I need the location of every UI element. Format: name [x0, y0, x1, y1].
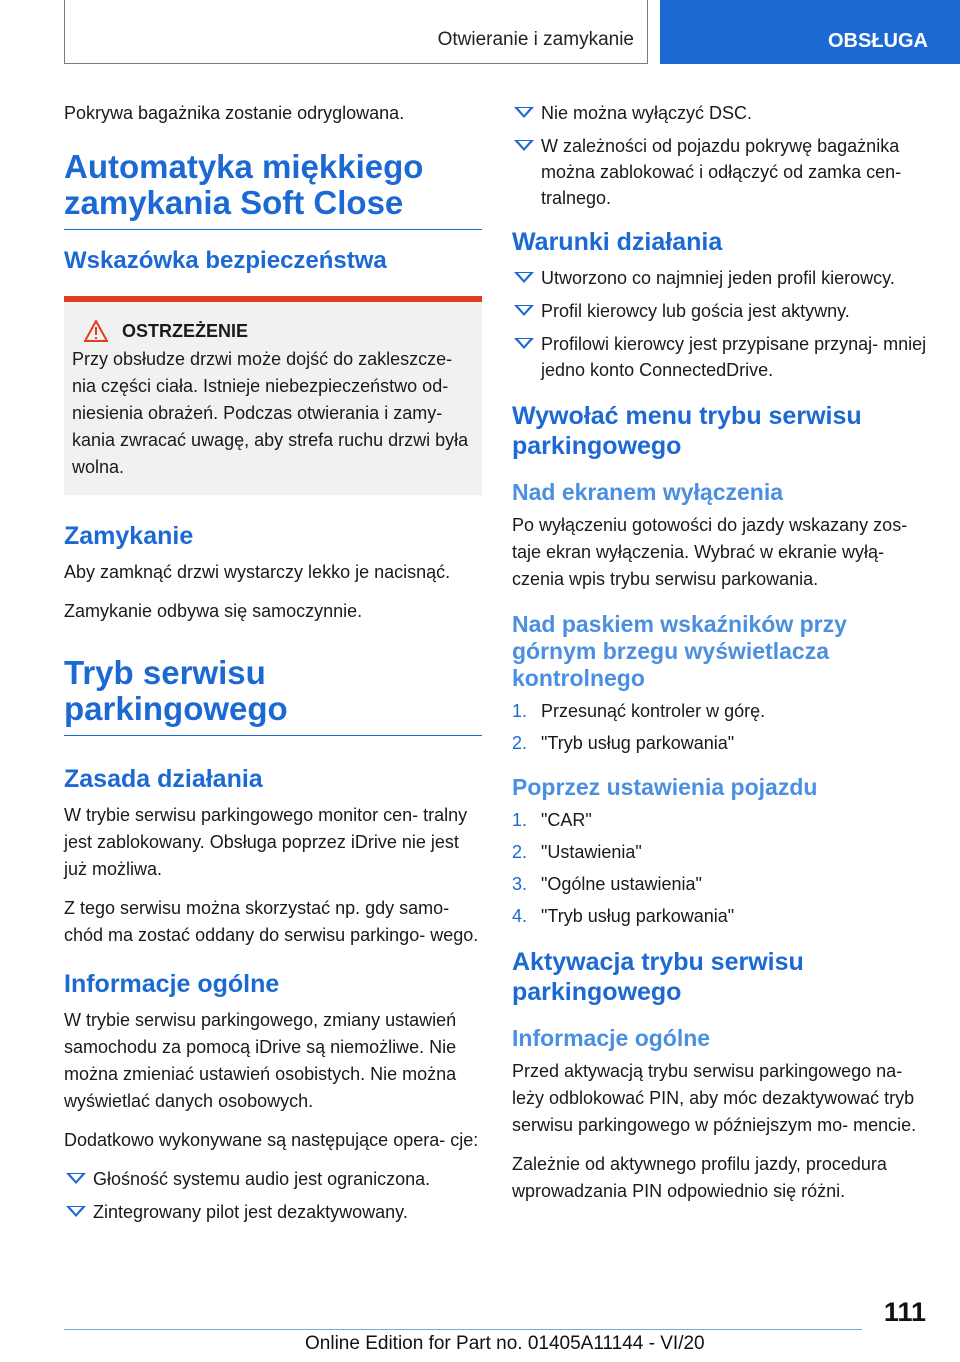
page-number: 111: [883, 1297, 926, 1327]
header-chapter-tab: OBSŁUGA: [660, 0, 960, 64]
list-item: Profil kierowcy lub gościa jest aktywny.: [512, 298, 927, 324]
vehicle-settings-heading: Poprzez ustawienia pojazdu: [512, 774, 818, 800]
list-item: Głośność systemu audio jest ograniczona.: [64, 1166, 482, 1192]
principle-paragraph-1: W trybie serwisu parkingowego monitor cen- tralny jest zablokowany. Obsługa poprzez iDrive nie jest już możliwa.: [64, 805, 468, 879]
triangle-bullet-icon: [514, 272, 534, 283]
right-column: [512, 100, 927, 1217]
status-bar-heading: Nad paskiem wskaźników przy górnym brzegu wyświetlacza kontrolnego: [512, 611, 847, 691]
operations-list: [64, 1166, 482, 1225]
warning-title-row: [84, 320, 474, 342]
intro-paragraph: Pokrywa bagażnika zostanie odryglowana.: [64, 103, 405, 123]
triangle-bullet-icon: [514, 338, 534, 349]
warning-box: [64, 296, 482, 495]
triangle-bullet-icon: [514, 107, 534, 118]
left-column: [64, 100, 482, 1235]
warning-text: Przy obsłudze drzwi może dojść do zakleszcze- nia części ciała. Istnieje niebezpieczeństwo od- niesienia obrażeń. Podczas otwierania i zamy- kania zwracać uwagę, aby strefa ruchu drzwi była wolna.: [72, 349, 469, 477]
header-section-title: Otwieranie i zamykanie: [437, 29, 634, 50]
call-menu-heading: Wywołać menu trybu serwisu parkingowego: [512, 402, 862, 460]
triangle-bullet-icon: [66, 1206, 86, 1217]
general-info-heading: Informacje ogólne: [64, 970, 280, 998]
list-item: 2. "Tryb usług parkowania": [512, 733, 735, 753]
principle-heading: Zasada działania: [64, 765, 263, 793]
general-paragraph-2: Dodatkowo wykonywane są następujące opera- cje:: [64, 1130, 479, 1150]
closing-paragraph-1: Aby zamknąć drzwi wystarczy lekko je nacisnąć.: [64, 562, 451, 582]
list-item: 1. Przesunąć kontroler w górę.: [512, 701, 766, 721]
list-item: 3. "Ogólne ustawienia": [512, 874, 702, 894]
triangle-bullet-icon: [514, 305, 534, 316]
safety-heading: Wskazówka bezpieczeństwa: [64, 247, 387, 274]
status-bar-steps: [512, 698, 927, 756]
list-item: Utworzono co najmniej jeden profil kierowcy.: [512, 265, 927, 291]
list-item: Profilowi kierowcy jest przypisane przynaj- mniej jedno konto ConnectedDrive.: [512, 331, 927, 383]
activation-info-heading: Informacje ogólne: [512, 1025, 711, 1051]
closing-paragraph-2: Zamykanie odbywa się samoczynnie.: [64, 601, 363, 621]
parking-mode-heading: Tryb serwisu parkingowego: [64, 655, 482, 736]
page-header: [0, 0, 960, 66]
conditions-heading: Warunki działania: [512, 228, 723, 256]
triangle-bullet-icon: [514, 140, 534, 151]
triangle-bullet-icon: [66, 1173, 86, 1184]
vehicle-settings-steps: [512, 807, 927, 929]
activation-paragraph-2: Zależnie od aktywnego profilu jazdy, procedura wprowadzania PIN odpowiednio się różni.: [512, 1154, 887, 1201]
activation-paragraph-1: Przed aktywacją trybu serwisu parkingowego na- leży odblokować PIN, aby móc dezaktywować tryb serwisu parkingowego w późniejszym mo- mencie.: [512, 1061, 917, 1135]
closing-heading: Zamykanie: [64, 522, 194, 550]
list-item: 2. "Ustawienia": [512, 842, 642, 862]
warning-title: OSTRZEŻENIE: [122, 320, 249, 341]
operations-list-continued: [512, 100, 927, 211]
list-item: 4. "Tryb usług parkowania": [512, 906, 735, 926]
warning-triangle-icon: [84, 320, 108, 342]
list-item: 1. "CAR": [512, 810, 592, 830]
off-screen-paragraph: Po wyłączeniu gotowości do jazdy wskazany zos- taje ekran wyłączenia. Wybrać w ekranie wyłą- czenia wpis trybu serwisu parkowania.: [512, 515, 908, 589]
soft-close-heading: Automatyka miękkiego zamykania Soft Close: [64, 149, 482, 230]
list-item: Nie można wyłączyć DSC.: [512, 100, 927, 126]
principle-paragraph-2: Z tego serwisu można skorzystać np. gdy samo- chód ma zostać oddany do serwisu parkingo- wego.: [64, 898, 479, 945]
off-screen-heading: Nad ekranem wyłączenia: [512, 479, 784, 505]
edition-footer: Online Edition for Part no. 01405A11144 - VI/20: [305, 1333, 705, 1354]
general-paragraph-1: W trybie serwisu parkingowego, zmiany ustawień samochodu za pomocą iDrive są niemożliwe. Nie można zmieniać ustawień osobistych. Nie można wyświetlać danych osobowych.: [64, 1010, 457, 1111]
footer-divider: [64, 1329, 862, 1330]
list-item: Zintegrowany pilot jest dezaktywowany.: [64, 1199, 482, 1225]
activation-heading: Aktywacja trybu serwisu parkingowego: [512, 948, 804, 1006]
list-item: W zależności od pojazdu pokrywę bagażnika można zablokować i odłączyć od zamka cen- tralnego.: [512, 133, 927, 211]
conditions-list: [512, 265, 927, 383]
